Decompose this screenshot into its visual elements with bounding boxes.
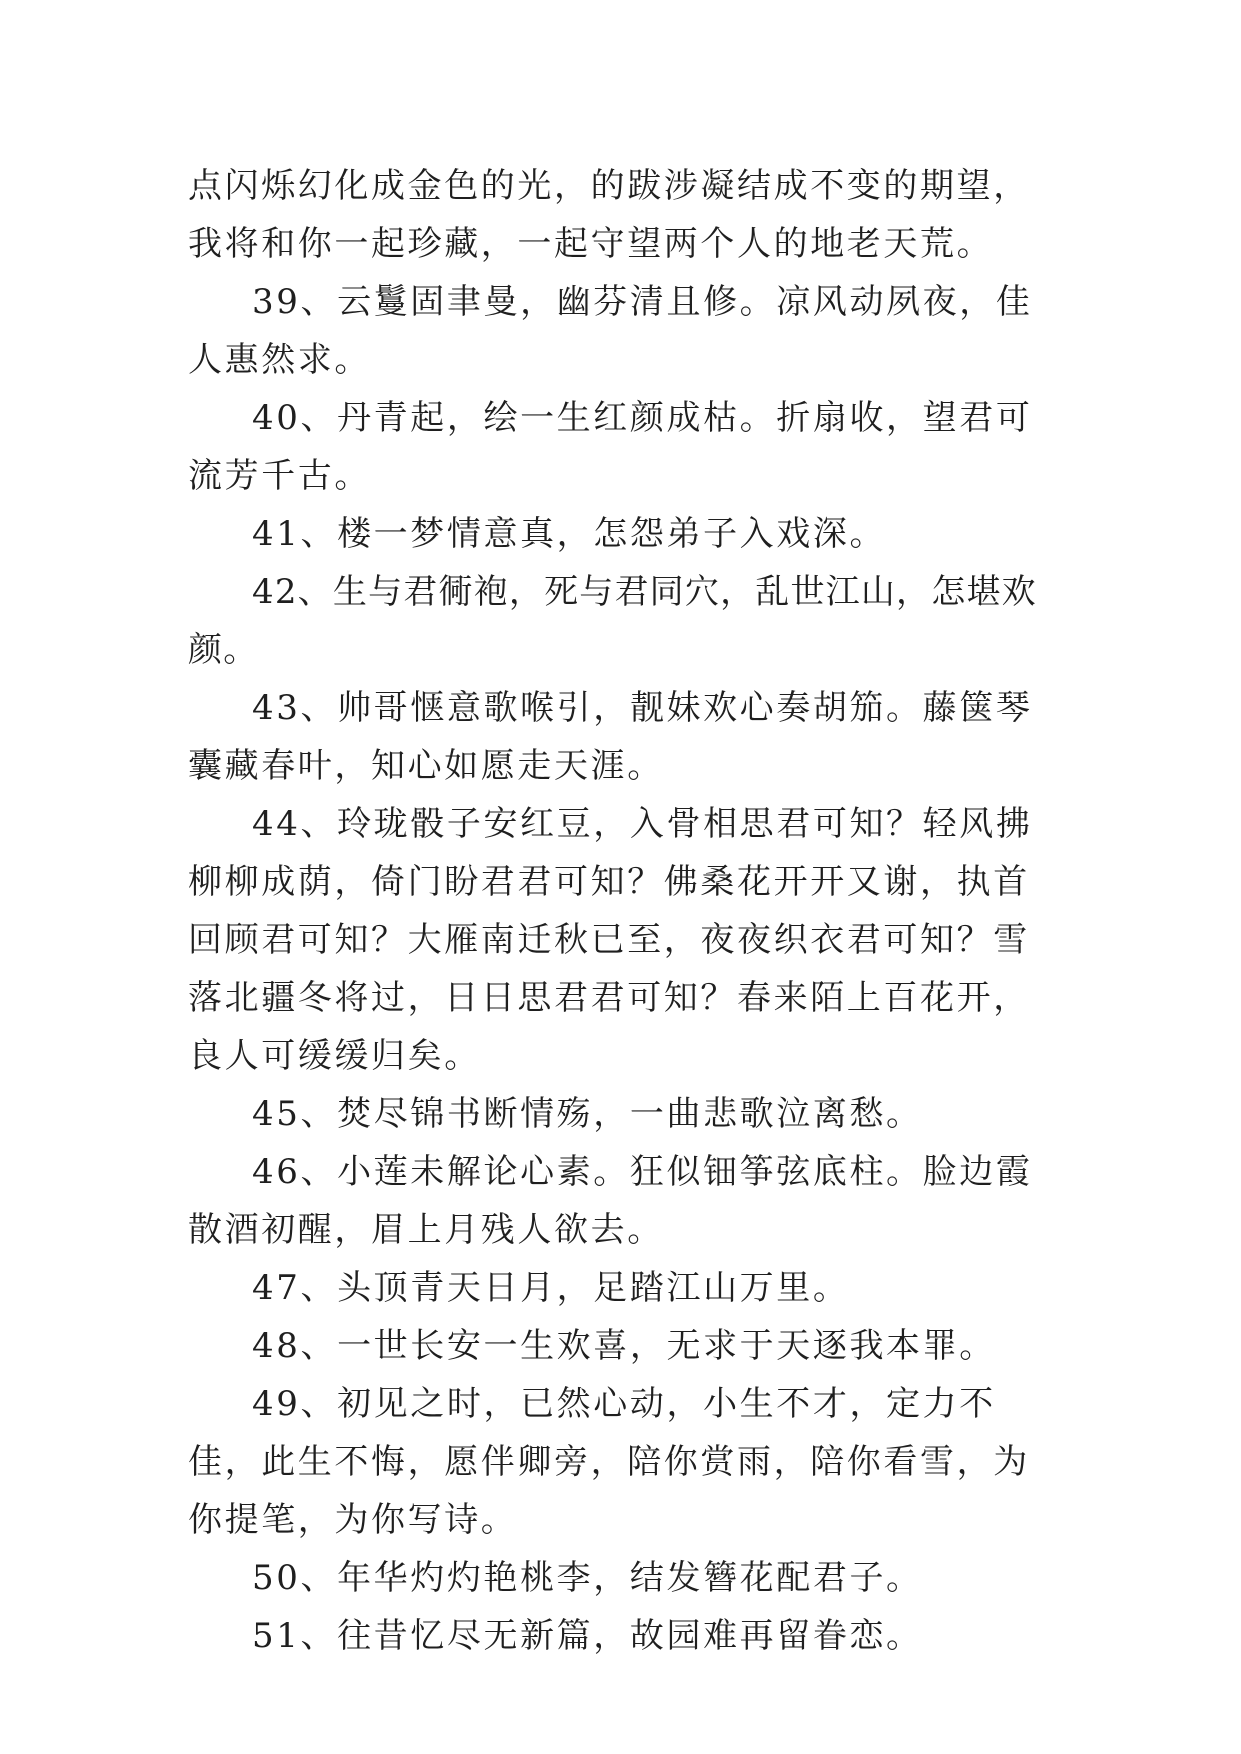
paragraph-continued: 点闪烁幻化成金色的光，的跋涉凝结成不变的期望，我将和你一起珍藏，一起守望两个人的地老天荒。 bbox=[188, 166, 1030, 264]
paragraph-47: 47、头顶青天日月，足踏江山万里。 bbox=[252, 1268, 850, 1308]
paragraph-40: 40、丹青起，绘一生红颜成枯。折扇收，望君可流芳千古。 bbox=[188, 398, 1033, 496]
paragraph-46: 46、小莲未解论心素。狂似钿筝弦底柱。脸边霞散酒初醒，眉上月残人欲去。 bbox=[188, 1152, 1033, 1250]
paragraph-42: 42、生与君衕袍，死与君同穴，乱世江山，怎堪欢颜。 bbox=[188, 572, 1037, 670]
paragraph-44: 44、玲珑骰子安红豆，入骨相思君可知？轻风拂柳柳成荫，倚门盼君君可知？佛桑花开开又谢，执首回顾君可知？大雁南迁秋已至，夜夜织衣君可知？雪落北疆冬将过，日日思君君可知？春来陌上百花开，良人可缓缓归矣。 bbox=[188, 804, 1033, 1076]
paragraph-43: 43、帅哥惬意歌喉引，靓妹欢心奏胡笳。藤箧琴囊藏春叶，知心如愿走天涯。 bbox=[188, 688, 1033, 786]
document-body bbox=[188, 157, 1058, 1665]
paragraph-48: 48、一世长安一生欢喜，无求于天逐我本罪。 bbox=[252, 1326, 996, 1366]
paragraph-45: 45、焚尽锦书断情殇，一曲悲歌泣离愁。 bbox=[252, 1094, 923, 1134]
paragraph-50: 50、年华灼灼艳桃李，结发簪花配君子。 bbox=[252, 1558, 923, 1598]
paragraph-51: 51、往昔忆尽无新篇，故园难再留眷恋。 bbox=[252, 1616, 923, 1656]
paragraph-39: 39、云鬘固聿曼，幽芬清且修。凉风动夙夜，佳人惠然求。 bbox=[188, 282, 1033, 380]
paragraph-41: 41、楼一梦情意真，怎怨弟子入戏深。 bbox=[252, 514, 887, 554]
paragraph-49: 49、初见之时，已然心动，小生不才，定力不佳，此生不悔，愿伴卿旁，陪你赏雨，陪你看雪，为你提笔，为你写诗。 bbox=[188, 1384, 1030, 1540]
